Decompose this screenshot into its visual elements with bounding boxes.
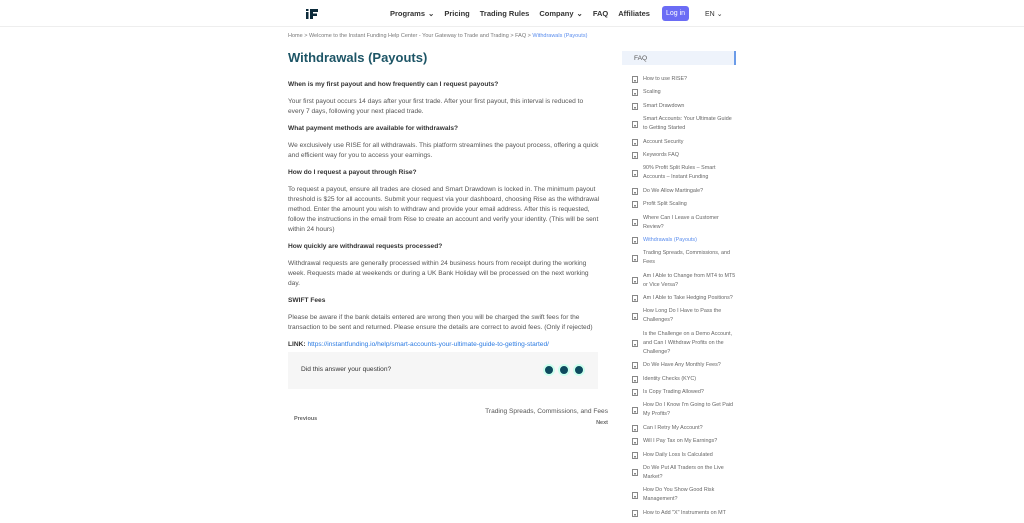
chevron-right-icon: >: [302, 33, 309, 39]
sidebar-item-label: How Daily Loss Is Calculated: [643, 451, 713, 458]
document-icon: [632, 510, 638, 517]
article-content: [288, 80, 600, 357]
sidebar-item-label: Am I Able to Take Hedging Positions?: [643, 295, 733, 302]
feedback-question: Did this answer your question?: [301, 366, 392, 373]
sidebar-item[interactable]: [622, 486, 736, 508]
sidebar-list: [622, 75, 736, 522]
section-answer: Please be aware if the bank details entered are wrong then you will be charged the swift fees for the transaction to be sent and returned. Please ensure the details are correct to avoid fees. (Only if rejected): [288, 314, 593, 331]
nav-label: Affiliates: [618, 9, 650, 18]
sidebar-item[interactable]: [622, 200, 736, 213]
sidebar-item[interactable]: [622, 451, 736, 464]
breadcrumb-item[interactable]: Welcome to the Instant Funding Help Center - Your Gateway to Trade and Trading: [308, 33, 509, 39]
sidebar-item-label: How Do You Show Good Risk Management?: [643, 487, 715, 503]
sidebar-item-label: Am I Able to Change from MT4 to MT5 or Vice Versa?: [643, 272, 736, 288]
feedback-box: [288, 352, 598, 389]
sidebar-item-label: Do We Allow Martingale?: [643, 187, 704, 194]
breadcrumb: [288, 33, 587, 39]
sidebar-item[interactable]: [622, 214, 736, 236]
sidebar-item-label: Do We Put All Traders on the Live Market?: [643, 464, 724, 480]
sidebar-item[interactable]: [622, 307, 736, 329]
nav-label: Trading Rules: [479, 9, 530, 18]
sidebar-item[interactable]: [622, 88, 736, 101]
nav-label: FAQ: [592, 9, 609, 18]
sidebar-item-label: How Do I Know I'm Going to Get Paid My Profits?: [643, 402, 734, 418]
sidebar-item[interactable]: [622, 75, 736, 88]
sidebar-item[interactable]: [622, 115, 736, 137]
sidebar-item[interactable]: [622, 236, 736, 249]
document-icon: [632, 89, 638, 96]
document-icon: [632, 201, 638, 208]
breadcrumb-item[interactable]: FAQ: [515, 33, 527, 39]
document-icon: [632, 277, 638, 284]
nav-item-trading-rules[interactable]: [480, 9, 530, 18]
sad-face-icon[interactable]: [543, 364, 555, 376]
chevron-down-icon: ⌄: [716, 11, 723, 18]
document-icon: [632, 152, 638, 159]
sidebar-item[interactable]: [622, 249, 736, 271]
article-link[interactable]: https://instantfunding.io/help/smart-accounts-your-ultimate-guide-to-getting-started/: [307, 341, 549, 348]
document-icon: [632, 376, 638, 383]
header: [0, 0, 1024, 27]
sidebar-item[interactable]: [622, 437, 736, 450]
document-icon: [632, 340, 638, 347]
sidebar-item-label: Will I Pay Tax on My Earnings?: [643, 438, 718, 445]
sidebar-item[interactable]: [622, 509, 736, 522]
sidebar-item-label: Where Can I Leave a Customer Review?: [643, 214, 719, 230]
sidebar-item-label: Withdrawals (Payouts): [643, 236, 697, 243]
page-title: Withdrawals (Payouts): [288, 50, 428, 65]
document-icon: [632, 295, 638, 302]
sidebar-item-label: Is the Challenge on a Demo Account, and Can I Withdraw Profits on the Challenge?: [643, 330, 733, 355]
sidebar-item-label: Do We Have Any Monthly Fees?: [643, 362, 721, 369]
document-icon: [632, 103, 638, 110]
language-label: EN: [705, 11, 715, 18]
document-icon: [632, 407, 638, 414]
sidebar-item[interactable]: [622, 138, 736, 151]
nav-label: Company: [539, 9, 574, 18]
sidebar-item-label: Can I Retry My Account?: [643, 424, 703, 431]
document-icon: [632, 389, 638, 396]
logo[interactable]: [306, 9, 318, 19]
nav-item-faq[interactable]: [593, 9, 608, 18]
document-icon: [632, 170, 638, 177]
sidebar-item[interactable]: [622, 330, 736, 361]
nav-label: Programs: [390, 9, 426, 18]
login-button[interactable]: Log in: [662, 6, 689, 21]
breadcrumb-item[interactable]: Home: [288, 33, 303, 39]
section-answer: To request a payout, ensure all trades are closed and Smart Drawdown is locked in. The minimum payout threshold is $25 for all accounts. Submit your request via your dashboard, choosing Rise as the withdrawal method. Enter the amount you wish to withdraw and provide your email address. After this is requested, follow the instructions in the email from Rise to create an account and verify your identity. (This will be sent within 24 hours): [288, 186, 600, 233]
sidebar-item[interactable]: [622, 151, 736, 164]
sidebar-item[interactable]: [622, 294, 736, 307]
document-icon: [632, 438, 638, 445]
nav-item-pricing[interactable]: [444, 9, 469, 18]
sidebar-item-label: Scaling: [643, 89, 661, 96]
breadcrumb-item: Withdrawals (Payouts): [532, 33, 588, 39]
section-question: How quickly are withdrawal requests processed?: [288, 243, 443, 250]
sidebar-item[interactable]: [622, 102, 736, 115]
sidebar-item[interactable]: [622, 187, 736, 200]
sidebar-item-label: How to use RISE?: [643, 76, 688, 82]
nav-label: Pricing: [444, 9, 470, 18]
document-icon: [632, 469, 638, 476]
document-icon: [632, 255, 638, 262]
chevron-down-icon: ⌄: [428, 9, 435, 18]
document-icon: [632, 362, 638, 369]
sidebar-item-label: Smart Drawdown: [643, 102, 685, 109]
sidebar-item[interactable]: [622, 375, 736, 388]
sidebar-item-label: How to Add "X" Instruments on MT: [643, 509, 726, 516]
sidebar-item[interactable]: [622, 424, 736, 437]
section-question: How do I request a payout through Rise?: [288, 169, 417, 176]
section-question: When is my first payout and how frequently can I request payouts?: [288, 81, 499, 88]
sidebar-item-label: Smart Accounts: Your Ultimate Guide to Getting Started: [643, 116, 732, 132]
section-question: SWIFT Fees: [288, 297, 326, 304]
chevron-right-icon: >: [526, 33, 533, 39]
section-answer: We exclusively use RISE for all withdrawals. This platform streamlines the payout process, offering a quick and efficient way for you to access your earnings.: [288, 142, 599, 159]
document-icon: [632, 121, 638, 128]
document-icon: [632, 452, 638, 459]
sidebar-item-label: 90% Profit Split Rules – Smart Accounts – Instant Funding: [643, 165, 716, 181]
sidebar-item-label: Is Copy Trading Allowed?: [643, 389, 704, 396]
section-answer: Withdrawal requests are generally processed within 24 business hours from receipt during the working week. Requests made at weekends or during a UK Bank Holiday will be processed on the next working day.: [288, 260, 589, 287]
document-icon: [632, 139, 638, 146]
sidebar-item-label: Identity Checks (KYC): [643, 375, 697, 382]
chevron-down-icon: ⌄: [576, 9, 583, 18]
sidebar-item-label: Keywords FAQ: [643, 151, 679, 158]
sidebar-item[interactable]: [622, 464, 736, 486]
previous-link[interactable]: Previous: [294, 416, 318, 422]
document-icon: [632, 188, 638, 195]
link-label: LINK:: [288, 341, 306, 348]
link-paragraph: [288, 340, 600, 350]
sidebar-item-label: Profit Split Scaling: [643, 201, 687, 208]
next-article-title[interactable]: Trading Spreads, Commissions, and Fees: [485, 408, 608, 415]
language-selector[interactable]: [705, 10, 723, 18]
document-icon: [632, 492, 638, 499]
next-link[interactable]: Next: [596, 420, 608, 426]
sidebar-item[interactable]: [622, 164, 736, 186]
sidebar-item-label: Account Security: [643, 138, 684, 145]
section-question: What payment methods are available for withdrawals?: [288, 125, 459, 132]
happy-face-icon[interactable]: [573, 364, 585, 376]
document-icon: [632, 237, 638, 244]
neutral-face-icon[interactable]: [558, 364, 570, 376]
document-icon: [632, 76, 638, 83]
document-icon: [632, 313, 638, 320]
section-answer: Your first payout occurs 14 days after your first trade. After your first payout, this interval is reduced to every 7 days, following your next placed trade.: [288, 98, 584, 115]
sidebar-item[interactable]: [622, 401, 736, 423]
sidebar-item[interactable]: [622, 388, 736, 401]
nav-item-programs[interactable]: [390, 9, 434, 18]
sidebar-item-label: How Long Do I Have to Pass the Challenges?: [643, 308, 722, 324]
chevron-right-icon: >: [508, 33, 516, 39]
nav-item-company[interactable]: [539, 9, 582, 18]
document-icon: [632, 219, 638, 226]
sidebar-heading[interactable]: FAQ: [622, 51, 736, 65]
sidebar-item[interactable]: [622, 272, 736, 294]
main-nav: [390, 9, 650, 18]
sidebar-item[interactable]: [622, 361, 736, 374]
sidebar-item-label: Trading Spreads, Commissions, and Fees: [643, 250, 730, 266]
sidebar: [622, 51, 736, 522]
nav-item-affiliates[interactable]: [618, 9, 650, 18]
document-icon: [632, 425, 638, 432]
